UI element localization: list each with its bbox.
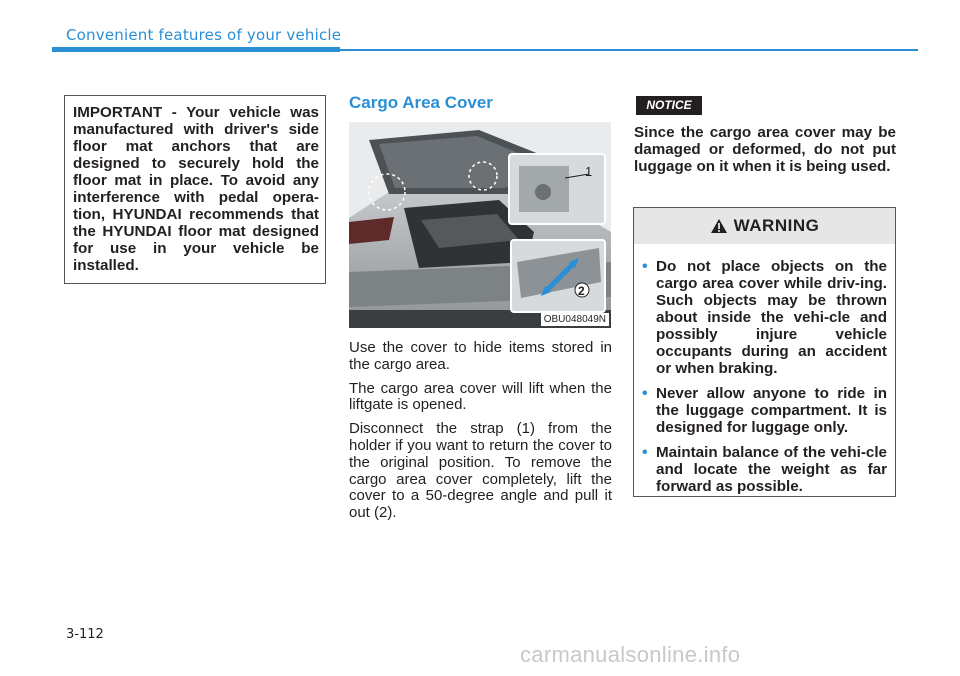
- notice-text: Since the cargo area cover may be damaged or deformed, do not put luggage on it when it is being used.: [634, 124, 896, 175]
- cargo-cover-drawing: [349, 122, 611, 328]
- warning-item: • Never allow anyone to ride in the luggage compartment. It is designed for luggage only.: [642, 385, 887, 436]
- cargo-section-title: Cargo Area Cover: [349, 93, 493, 112]
- warning-box: [633, 207, 896, 497]
- warning-header: [634, 208, 895, 244]
- callout-2: 2: [578, 284, 585, 298]
- cargo-paragraph: Disconnect the strap (1) from the holder if you want to return the cover to the original position. To remove the cargo area cover completely, lift the cover to a 50-degree angle and pull it out (2).: [349, 420, 612, 522]
- cargo-body-text: [349, 340, 612, 529]
- notice-badge: NOTICE: [636, 96, 702, 115]
- watermark: carmanualsonline.info: [520, 642, 741, 667]
- warning-triangle-icon: [710, 218, 728, 234]
- inset-pull-out-detail: [511, 240, 605, 312]
- bullet-icon: •: [642, 444, 648, 461]
- callout-1: 1: [585, 164, 593, 179]
- bullet-icon: •: [642, 385, 648, 402]
- header-accent-bar: [52, 47, 340, 52]
- page-number: 3-112: [66, 627, 104, 642]
- header-rule: [340, 49, 918, 51]
- section-header-title: Convenient features of your vehicle: [66, 26, 342, 44]
- important-text: IMPORTANT - Your vehicle was manufactured with driver's side floor mat anchors that are designed to securely hold the floor mat in place. To avoid any interference with pedal opera-tion, HYUNDAI recommends that the HYUNDAI floor mat designed for use in your vehicle be installed.: [73, 104, 319, 274]
- cargo-paragraph: Use the cover to hide items stored in the cargo area.: [349, 339, 612, 373]
- warning-item: • Maintain balance of the vehi-cle and locate the weight as far forward as possible.: [642, 444, 887, 495]
- important-box: [64, 95, 326, 284]
- cargo-cover-illustration: [349, 122, 611, 328]
- image-code: OBU048049N: [541, 313, 609, 326]
- bullet-icon: •: [642, 258, 648, 275]
- warning-item: • Do not place objects on the cargo area cover while driv-ing. Such objects may be thrown about inside the vehi-cle and possibly injure vehicle occupants during an accident or when braking.: [642, 258, 887, 377]
- cargo-paragraph: The cargo area cover will lift when the liftgate is opened.: [349, 379, 612, 414]
- warning-label: WARNING: [733, 216, 820, 235]
- warning-list: [634, 244, 895, 495]
